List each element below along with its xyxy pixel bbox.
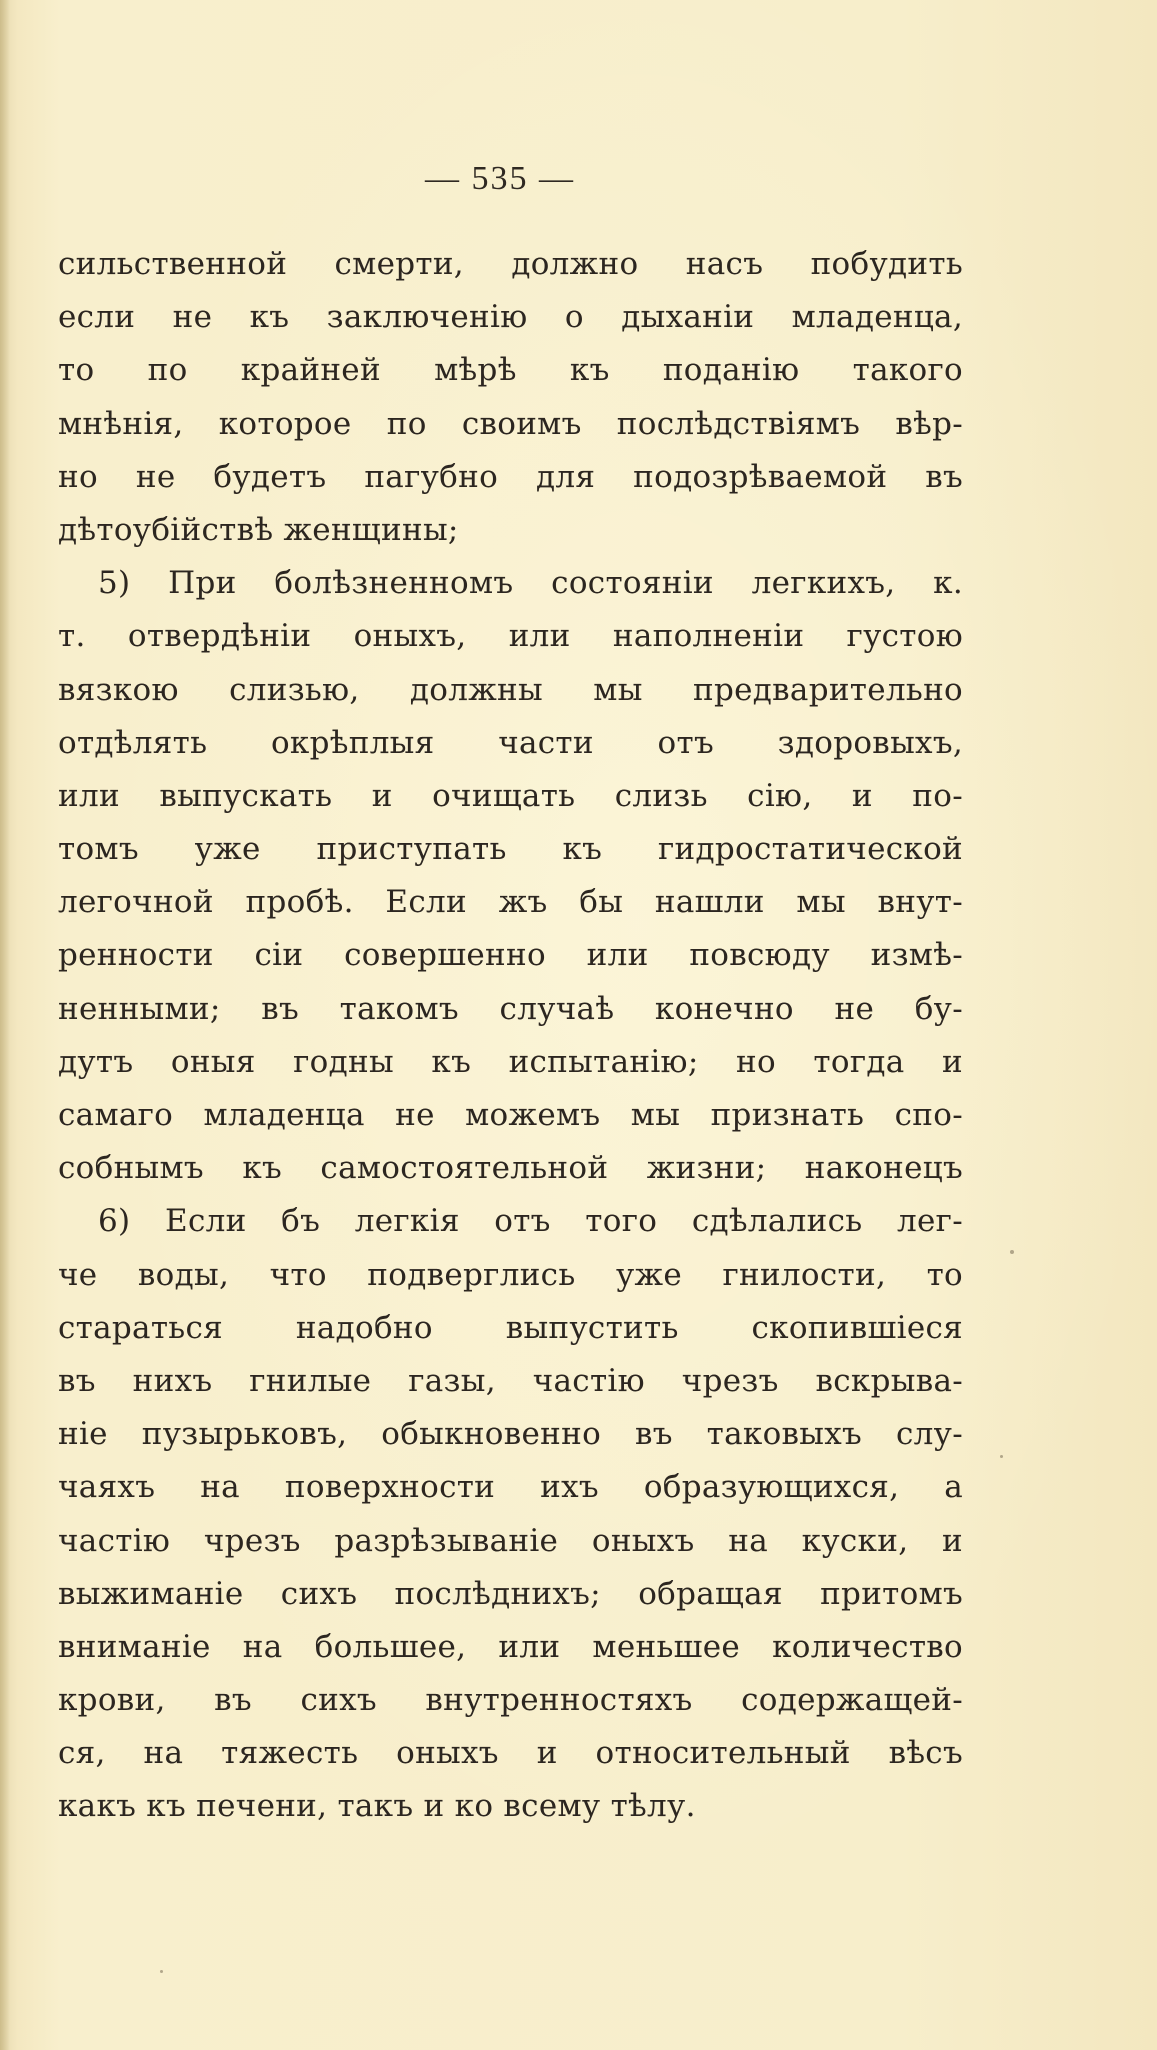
text-line: дутъ оныя годны къ испытанію; но тогда и (58, 1043, 963, 1080)
text-line: легочной пробѣ. Если жъ бы нашли мы внут- (58, 884, 963, 921)
paper-speck (160, 1970, 163, 1973)
text-line: вязкою слизью, должны мы предварительно (58, 671, 963, 708)
text-line: ся, на тяжесть оныхъ и относительный вѣсъ (58, 1735, 963, 1772)
text-line: 5) При болѣзненномъ состояніи легкихъ, к. (98, 565, 963, 602)
text-line: выжиманіе сихъ послѣднихъ; обращая притомъ (58, 1575, 963, 1612)
text-line: если не къ заключенію о дыханіи младенца, (58, 299, 963, 336)
page-number: — 535 — (425, 160, 575, 197)
text-line: отдѣлять окрѣплыя части отъ здоровыхъ, (58, 724, 963, 761)
text-line: то по крайней мѣрѣ къ поданію такого (58, 352, 963, 389)
text-line: дѣтоубійствѣ женщины; (58, 511, 459, 548)
text-line: собнымъ къ самостоятельной жизни; наконецъ (58, 1150, 963, 1187)
text-line: въ нихъ гнилые газы, частію чрезъ вскрыва- (58, 1362, 963, 1399)
text-line: т. отвердѣніи оныхъ, или наполненіи густою (58, 618, 963, 655)
text-line: ренности сіи совершенно или повсюду измѣ- (58, 937, 963, 974)
text-line: но не будетъ пагубно для подозрѣваемой въ (58, 458, 963, 495)
text-line: стараться надобно выпустить скопившіеся (58, 1309, 963, 1346)
text-line: сильственной смерти, должно насъ побудить (58, 246, 963, 282)
text-line: че воды, что подверглись уже гнилости, то (58, 1256, 963, 1293)
paper-speck (1010, 1250, 1014, 1254)
text-line: какъ къ печени, такъ и ко всему тѣлу. (58, 1788, 696, 1825)
text-line: 6) Если бъ легкія отъ того сдѣлались лег- (98, 1203, 963, 1240)
text-line: мнѣнія, которое по своимъ послѣдствіямъ вѣр- (58, 405, 963, 442)
text-line: чаяхъ на поверхности ихъ образующихся, а (58, 1469, 963, 1506)
paper-speck (1000, 1455, 1003, 1458)
text-line: ніе пузырьковъ, обыкновенно въ таковыхъ слу- (58, 1416, 963, 1453)
text-line: частію чрезъ разрѣзываніе оныхъ на куски, и (58, 1522, 963, 1559)
text-line: крови, въ сихъ внутренностяхъ содержащей- (58, 1682, 963, 1719)
text-line: или выпускать и очищать слизь сію, и по- (58, 777, 963, 814)
text-line: томъ уже приступать къ гидростатической (58, 831, 963, 868)
text-line: ненными; въ такомъ случаѣ конечно не бу- (58, 990, 963, 1027)
text-line: самаго младенца не можемъ мы признать спо- (58, 1097, 963, 1133)
page-gutter-shadow (0, 0, 10, 2050)
text-line: вниманіе на большее, или меньшее количество (58, 1628, 963, 1665)
page-text-body (58, 238, 963, 1834)
